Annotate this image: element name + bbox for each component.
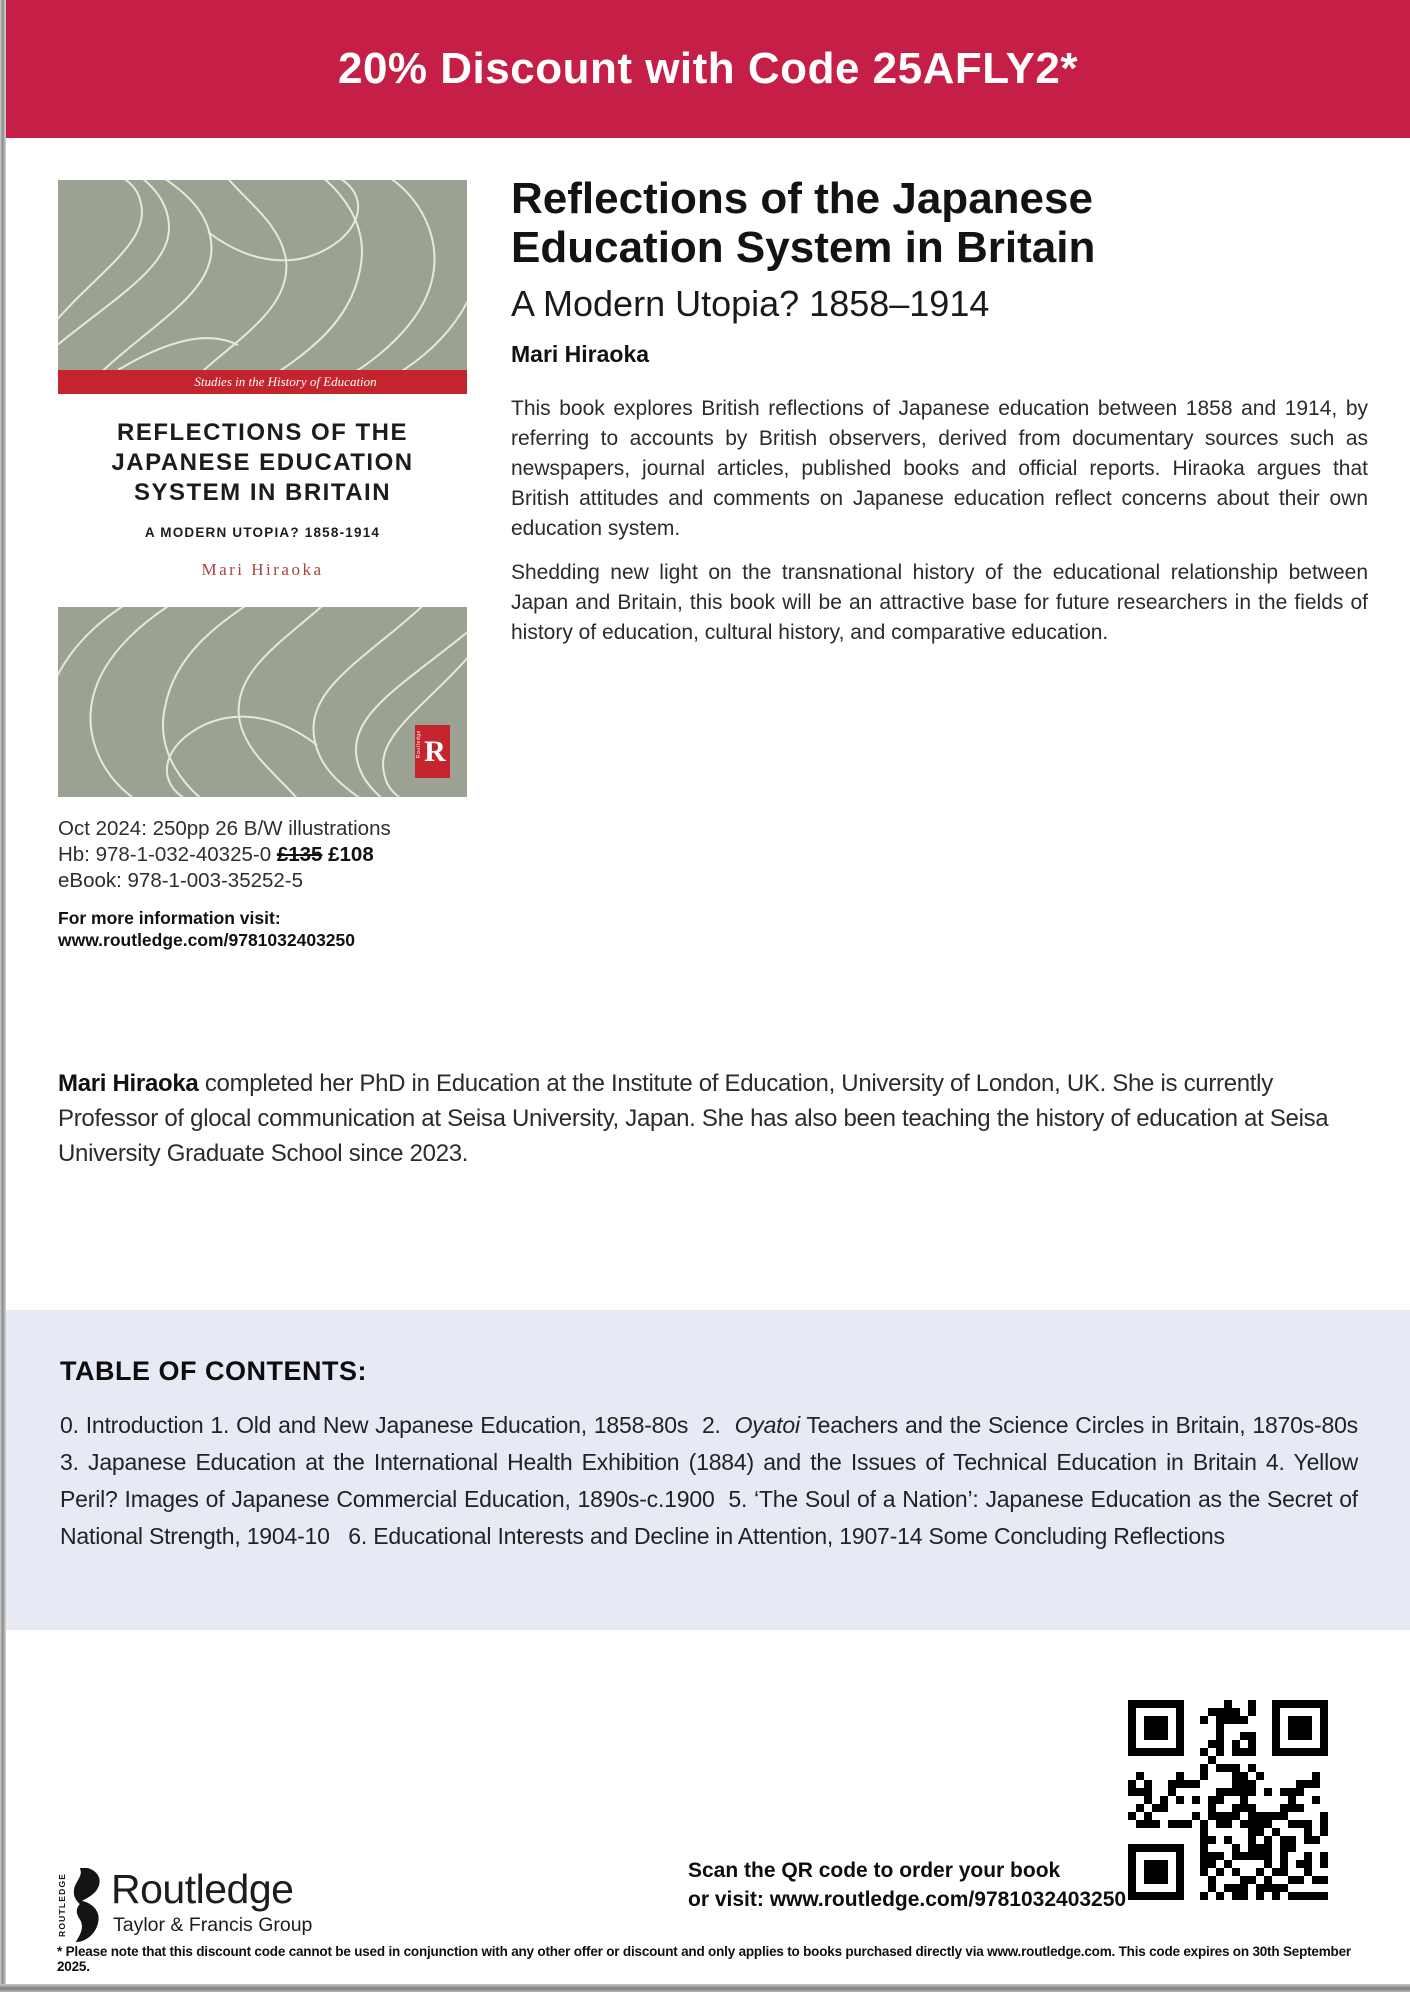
- toc-italic-term: Oyatoi: [734, 1412, 800, 1438]
- routledge-vertical-text: ROUTLEDGE: [57, 1872, 67, 1938]
- routledge-wordmark: Routledge: [111, 1866, 294, 1912]
- order-instructions: [688, 1856, 1126, 1914]
- publication-hardback: Hb: 978-1-032-40325-0 £135 £108: [58, 843, 374, 866]
- order-url[interactable]: www.routledge.com/9781032403250: [769, 1888, 1127, 1911]
- cover-top-art: [58, 180, 467, 370]
- page-title: Reflections of the Japanese Education System in Britain: [511, 174, 1096, 272]
- publication-release: Oct 2024: 250pp 26 B/W illustrations: [58, 817, 391, 840]
- cover-series-title: Studies in the History of Education: [194, 374, 377, 389]
- discount-banner: [6, 0, 1410, 138]
- cover-bottom-art: [58, 607, 467, 797]
- order-line1: Scan the QR code to order your book: [688, 1859, 1061, 1882]
- contour-pattern-icon: [58, 607, 467, 797]
- price-original: £135: [276, 843, 323, 866]
- cover-subtitle: A MODERN UTOPIA? 1858-1914: [144, 525, 381, 540]
- page-bottom-border: [0, 1984, 1410, 1992]
- book-description: [511, 394, 1368, 648]
- discount-banner-text: 20% Discount with Code 25AFLY2*: [337, 44, 1079, 93]
- description-paragraph-1: This book explores British reflections of Japanese education between 1858 and 1914, by referring to accounts by British observers, derived from documentary sources such as newspapers, journal articles, published books and official reports. Hiraoka argues that British attitudes and comments on Japanese education reflect concerns about their own education system.: [511, 397, 1368, 540]
- qr-code: [1128, 1700, 1328, 1900]
- order-line2: or visit: www.routledge.com/9781032403250: [688, 1888, 1127, 1911]
- publication-details: [58, 816, 391, 951]
- table-of-contents-section: [6, 1310, 1410, 1630]
- book-author: Mari Hiraoka: [511, 341, 650, 367]
- cover-routledge-r-icon: R: [424, 734, 446, 768]
- price-discounted: £108: [322, 843, 374, 866]
- cover-series-band: [58, 370, 467, 394]
- contour-pattern-icon: [58, 180, 467, 370]
- publication-ebook: eBook: 978-1-003-35252-5: [58, 869, 304, 892]
- page-subtitle: A Modern Utopia? 1858–1914: [511, 283, 990, 324]
- more-info-label: For more information visit:: [58, 908, 281, 928]
- cover-routledge-logo-vertical-text: Routledge: [416, 730, 422, 759]
- author-bio: [58, 1066, 1370, 1171]
- author-bio-name: Mari Hiraoka: [58, 1070, 199, 1097]
- cover-title: REFLECTIONS OF THE JAPANESE EDUCATION SYSTEM IN BRITAIN: [111, 419, 414, 506]
- cover-routledge-logo: [415, 725, 450, 778]
- cover-author: Mari Hiraoka: [201, 560, 324, 579]
- cover-title-panel: [58, 394, 467, 607]
- author-bio-text: completed her PhD in Education at the Institute of Education, University of London, UK. She is currently Professor of glocal communication at Seisa University, Japan. She has also been teaching the history of education at Seisa University Graduate School since 2023.: [58, 1070, 1329, 1167]
- book-cover: [58, 180, 467, 797]
- routledge-logo: [55, 1868, 475, 1944]
- discount-terms-footnote: * Please note that this discount code cannot be used in conjunction with any other offer or discount and only applies to books purchased directly via www.routledge.com. This code expires on 30th September 2025.: [57, 1944, 1351, 1974]
- routledge-mark-icon: [71, 1868, 103, 1942]
- more-info-url[interactable]: www.routledge.com/9781032403250: [58, 930, 356, 950]
- toc-body: 0. Introduction 1. Old and New Japanese Education, 1858-80s 2. Oyatoi Teachers and the Science Circles in Britain, 1870s-80s 3. Japanese Education at the International Health Exhibition (1884) and the Issues of Technical Education in Britain 4. Yellow Peril? Images of Japanese Commercial Education, 1890s-c.1900 5. ‘The Soul of a Nation’: Japanese Education as the Secret of National Strength, 1904-10 6. Educational Interests and Decline in Attention, 1907-14 Some Concluding Reflections: [60, 1412, 1371, 1549]
- page-left-border: [0, 0, 6, 1992]
- taylor-francis-tagline: Taylor & Francis Group: [113, 1914, 313, 1936]
- description-paragraph-2: Shedding new light on the transnational history of the educational relationship between Japan and Britain, this book will be an attractive base for future researchers in the fields of history of education, cultural history, and comparative education.: [511, 561, 1368, 644]
- toc-heading: TABLE OF CONTENTS:: [60, 1356, 367, 1386]
